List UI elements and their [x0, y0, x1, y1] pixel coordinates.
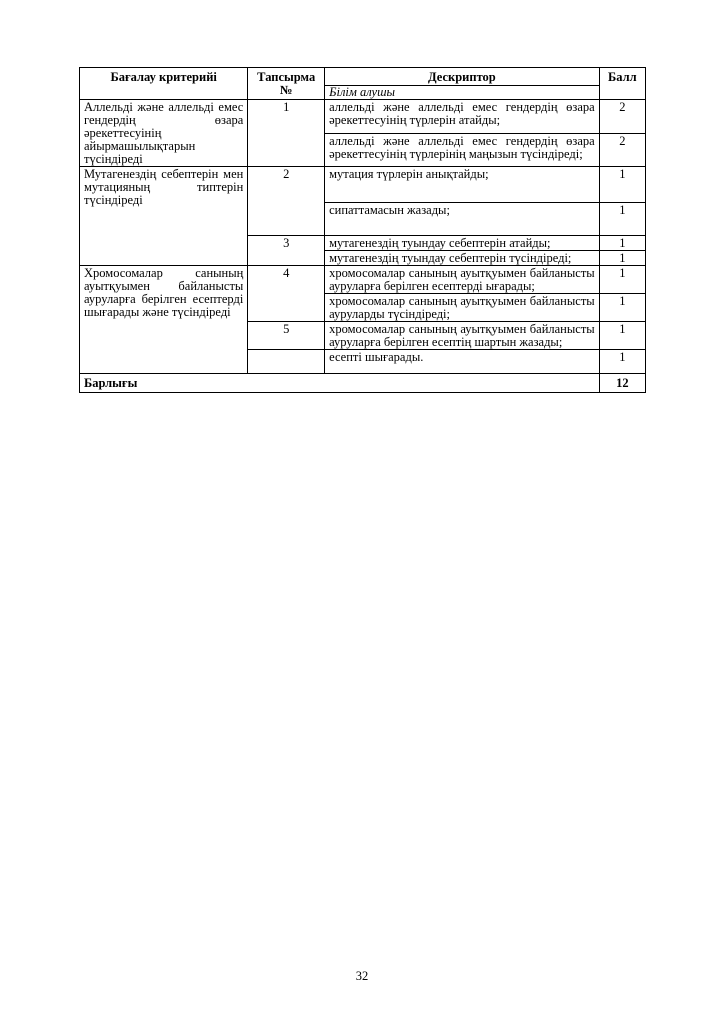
table-row: [80, 350, 646, 374]
descriptor-cell: мутация түрлерін анықтайды;: [325, 167, 600, 203]
task-number-cell: 3: [248, 236, 325, 266]
table-row: [80, 100, 646, 134]
header-descriptor: Дескриптор: [325, 68, 600, 86]
score-cell: 2: [599, 133, 645, 167]
learner-label: Білім алушы: [325, 86, 600, 100]
descriptor-cell: хромосомалар санының ауытқуымен байланысты ауруларды түсіндіреді;: [325, 294, 600, 322]
criterion-cell: Аллельді және аллельді емес гендердің өзара әрекеттесуінің айырмашылықтарын түсіндіреді: [80, 100, 248, 167]
score-cell: 1: [599, 266, 645, 294]
score-cell: 2: [599, 100, 645, 134]
assessment-rubric-table: [79, 67, 646, 393]
header-task-line2: №: [279, 83, 293, 97]
score-cell: 1: [599, 294, 645, 322]
total-score: 12: [599, 374, 645, 393]
criterion-cell: Хромосомалар санының ауытқуымен байланысты ауруларға берілген есептерді шығарады және түсіндіреді: [80, 266, 248, 350]
descriptor-cell: мутагенездің туындау себептерін атайды;: [325, 236, 600, 251]
descriptor-cell: аллельді және аллельді емес гендердің өзара әрекеттесуінің түрлерінің маңызын түсіндіреді;: [325, 133, 600, 167]
total-row: [80, 374, 646, 393]
task-number-cell: [248, 350, 325, 374]
task-number-cell: 2: [248, 167, 325, 236]
criterion-cell-empty: [80, 350, 248, 374]
descriptor-cell: есепті шығарады.: [325, 350, 600, 374]
descriptor-cell: хромосомалар санының ауытқуымен байланысты ауруларға берілген есептерді ығарады;: [325, 266, 600, 294]
score-cell: 1: [599, 236, 645, 251]
score-cell: 1: [599, 203, 645, 236]
assessment-table-wrapper: [79, 67, 646, 393]
table-row: [80, 266, 646, 294]
task-number-cell: 1: [248, 100, 325, 167]
task-number-cell: 5: [248, 322, 325, 350]
descriptor-cell: хромосомалар санының ауытқуымен байланысты ауруларға берілген есептің шартын жазады;: [325, 322, 600, 350]
score-cell: 1: [599, 167, 645, 203]
criterion-cell: Мутагенездің себептерін мен мутацияның типтерін түсіндіреді: [80, 167, 248, 266]
descriptor-cell: мутагенездің туындау себептерін түсіндіреді;: [325, 251, 600, 266]
header-row: [80, 68, 646, 86]
header-criterion: Бағалау критерийі: [80, 68, 248, 100]
task-number-cell: 4: [248, 266, 325, 322]
header-score: Балл: [599, 68, 645, 100]
descriptor-cell: сипаттамасын жазады;: [325, 203, 600, 236]
score-cell: 1: [599, 350, 645, 374]
header-task-line1: Тапсырма: [257, 70, 316, 84]
header-task: [248, 68, 325, 100]
score-cell: 1: [599, 251, 645, 266]
page-number: 32: [355, 969, 369, 983]
score-cell: 1: [599, 322, 645, 350]
descriptor-cell: аллельді және аллельді емес гендердің өзара әрекеттесуінің түрлерін атайды;: [325, 100, 600, 134]
table-row: [80, 167, 646, 203]
total-label: Барлығы: [80, 374, 600, 393]
